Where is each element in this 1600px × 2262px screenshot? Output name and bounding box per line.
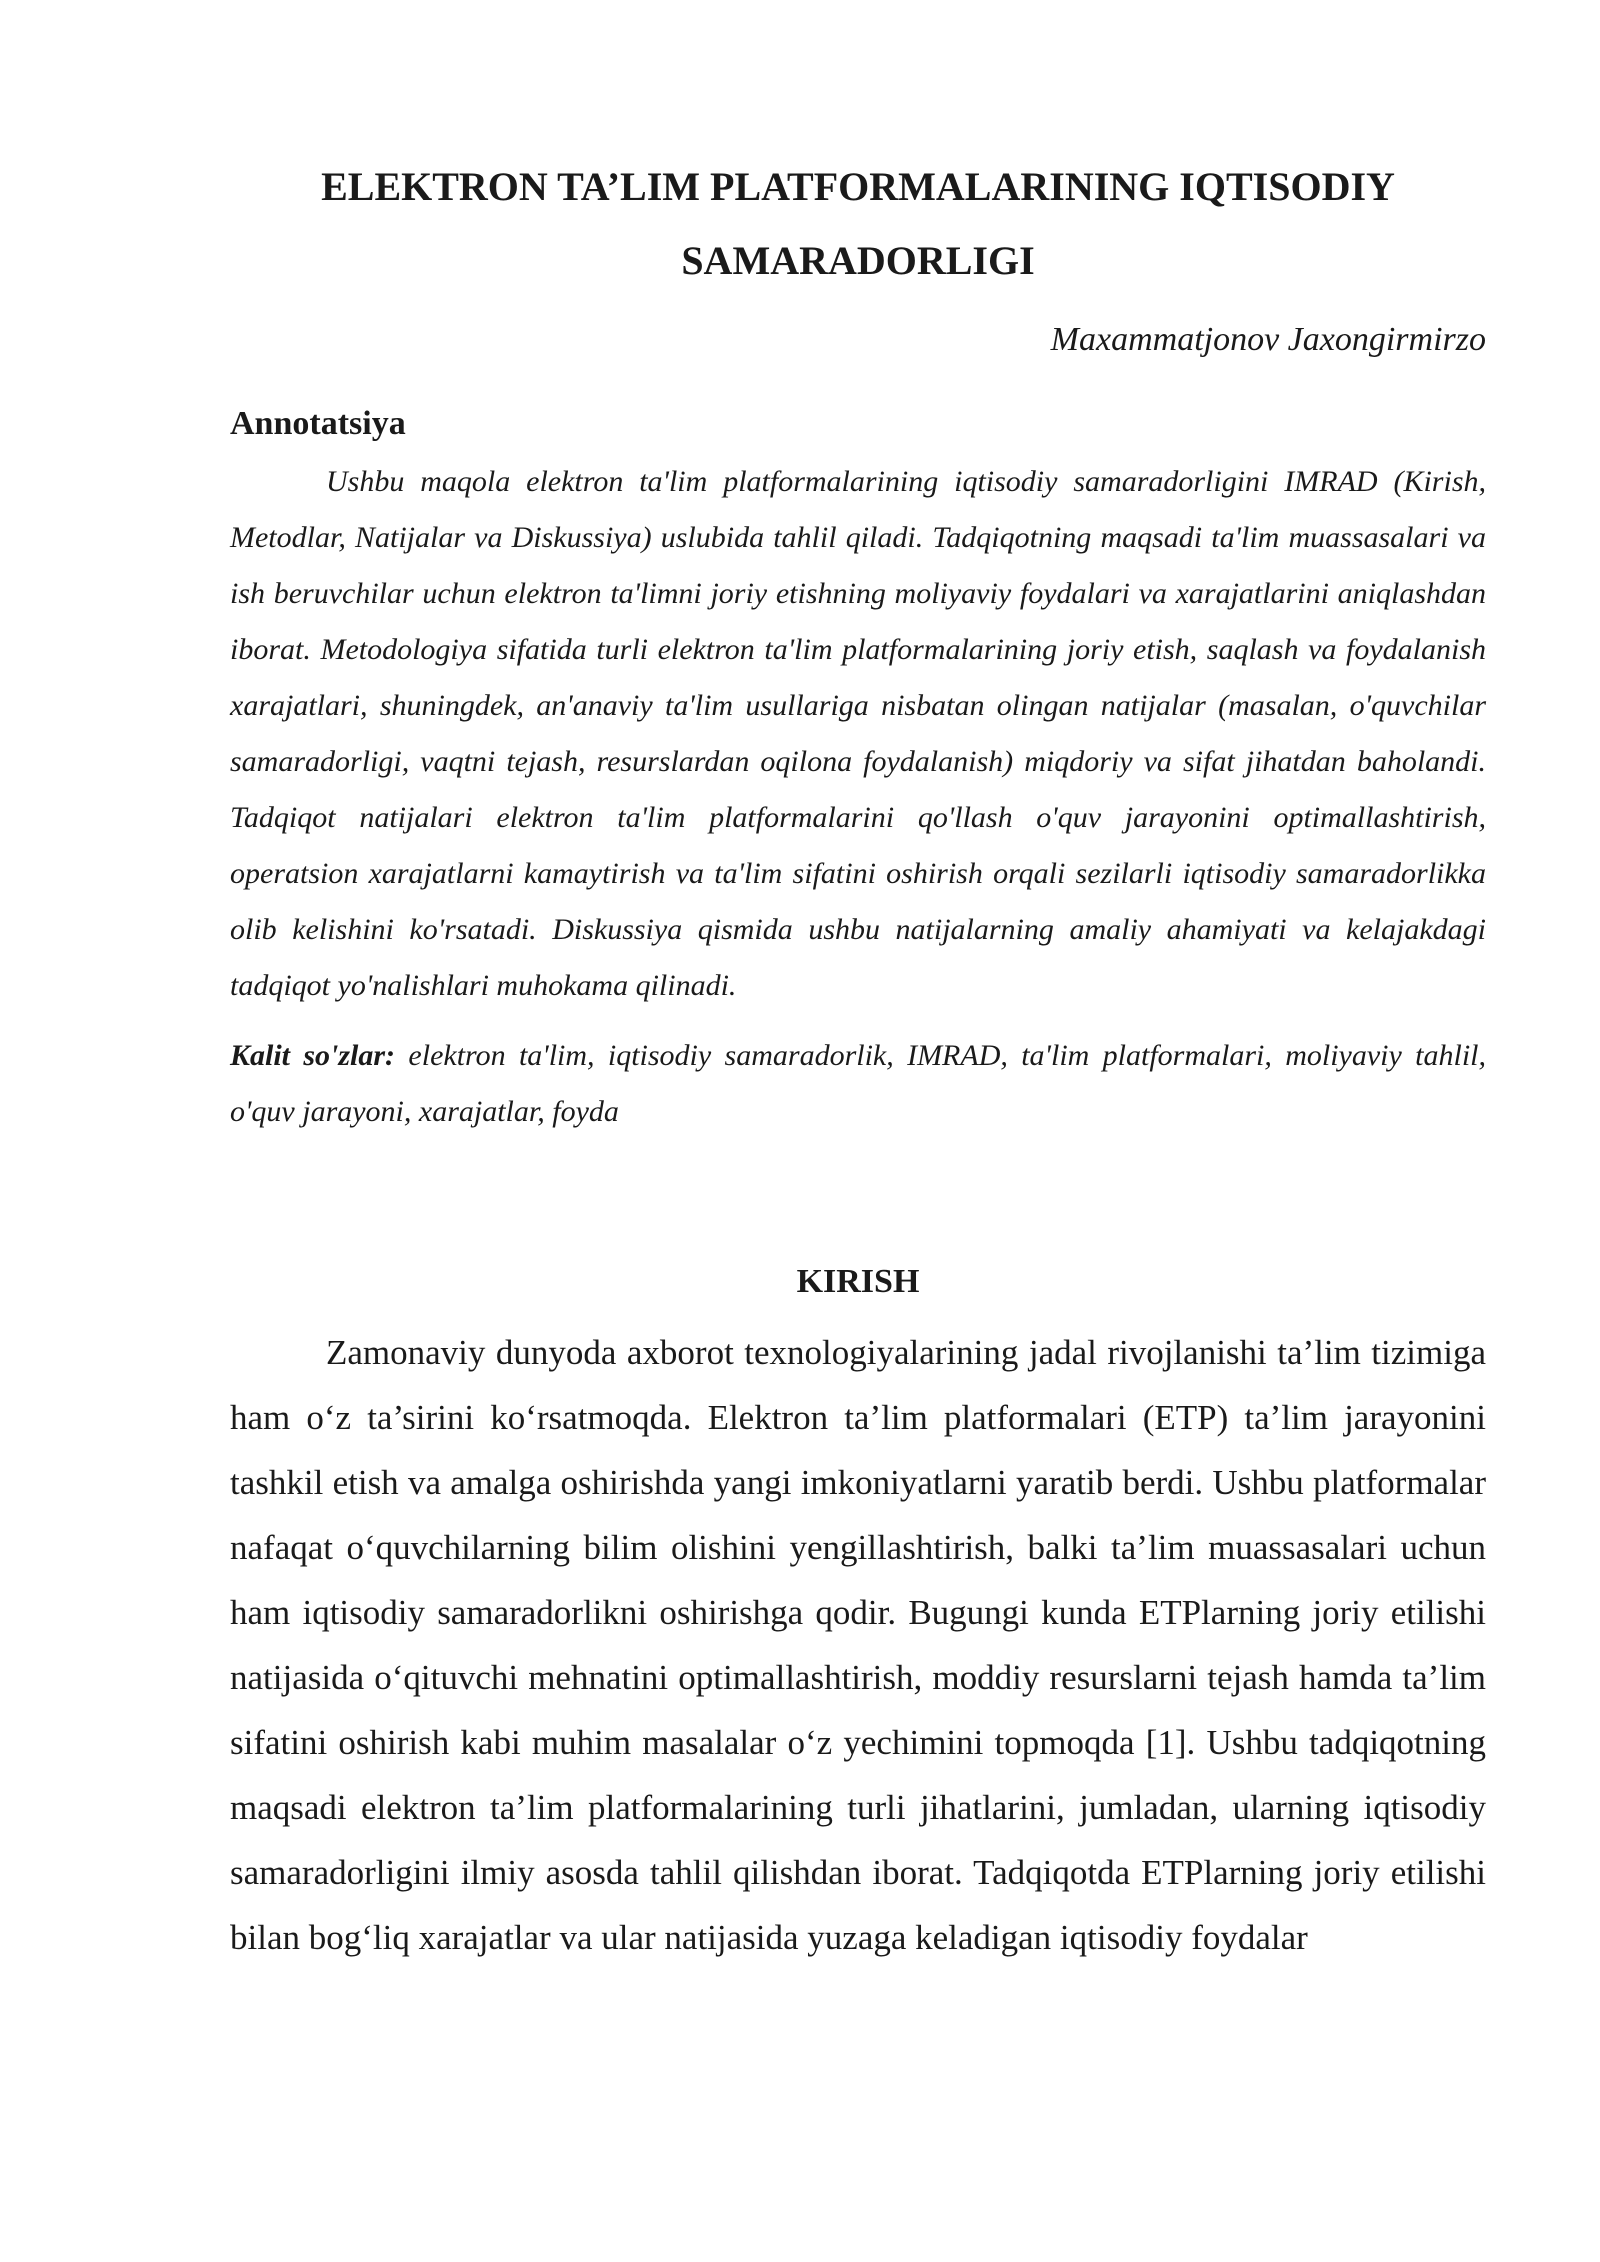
abstract-heading: Annotatsiya: [230, 405, 406, 442]
keywords-text: elektron ta'lim, iqtisodiy samaradorlik, IMRAD, ta'lim platformalari, moliyaviy tahlil, o'quv jarayoni, xarajatlar, foyda: [230, 1039, 1487, 1128]
abstract-text: Ushbu maqola elektron ta'lim platformalarining iqtisodiy samaradorligini IMRAD (Kirish, Metodlar, Natijalar va Diskussiya) uslubida tahlil qiladi. Tadqiqotning maqsadi ta'lim muassasalari va ish beruvchilar uchun elektron ta'limni joriy etishning moliyaviy foydalari va xarajatlarini aniqlashdan iborat. Metodologiya sifatida turli elektron ta'lim platformalarining joriy etish, saqlash va foydalanish xarajatlari, shuningdek, an'anaviy ta'lim usullariga nisbatan olingan natijalar (masalan, o'quvchilar samaradorligi, vaqtni tejash, resurslardan oqilona foydalanish) miqdoriy va sifat jihatdan baholandi. Tadqiqot natijalari elektron ta'lim platformalarini qo'llash o'quv jarayonini optimallashtirish, operatsion xarajatlarni kamaytirish va ta'lim sifatini oshirish orqali sezilarli iqtisodiy samaradorlikka olib kelishini ko'rsatadi. Diskussiya qismida ushbu natijalarning amaliy ahamiyati va kelajakdagi tadqiqot yo'nalishlari muhokama qilinadi.: [230, 465, 1486, 1002]
keywords-label: Kalit so'zlar:: [230, 1039, 396, 1072]
paper-page: [230, 150, 1486, 2005]
title-line-2: SAMARADORLIGI: [681, 238, 1035, 283]
intro-heading: KIRISH: [796, 1263, 920, 1300]
author-name: Maxammatjonov Jaxongirmirzo: [1050, 321, 1486, 358]
intro-paragraph: Zamonaviy dunyoda axborot texnologiyalarining jadal rivojlanishi ta’lim tizimiga ham o‘z ta’sirini ko‘rsatmoqda. Elektron ta’lim platformalari (ETP) ta’lim jarayonini tashkil etish va amalga oshirishda yangi imkoniyatlarni yaratib berdi. Ushbu platformalar nafaqat o‘quvchilarning bilim olishini yengillashtirish, balki ta’lim muassasalari uchun ham iqtisodiy samaradorlikni oshirishga qodir. Bugungi kunda ETPlarning joriy etilishi natijasida o‘qituvchi mehnatini optimallashtirish, moddiy resurslarni tejash hamda ta’lim sifatini oshirish kabi muhim masalalar o‘z yechimini topmoqda [1]. Ushbu tadqiqotning maqsadi elektron ta’lim platformalarining turli jihatlarini, jumladan, ularning iqtisodiy samaradorligini ilmiy asosda tahlil qilishdan iborat. Tadqiqotda ETPlarning joriy etilishi bilan bog‘liq xarajatlar va ular natijasida yuzaga keladigan iqtisodiy foydalar: [230, 1333, 1486, 1957]
paper-title: [230, 150, 1486, 298]
keywords: [230, 1028, 1486, 1140]
title-line-1: ELEKTRON TA’LIM PLATFORMALARINING IQTISODIY: [321, 164, 1395, 209]
